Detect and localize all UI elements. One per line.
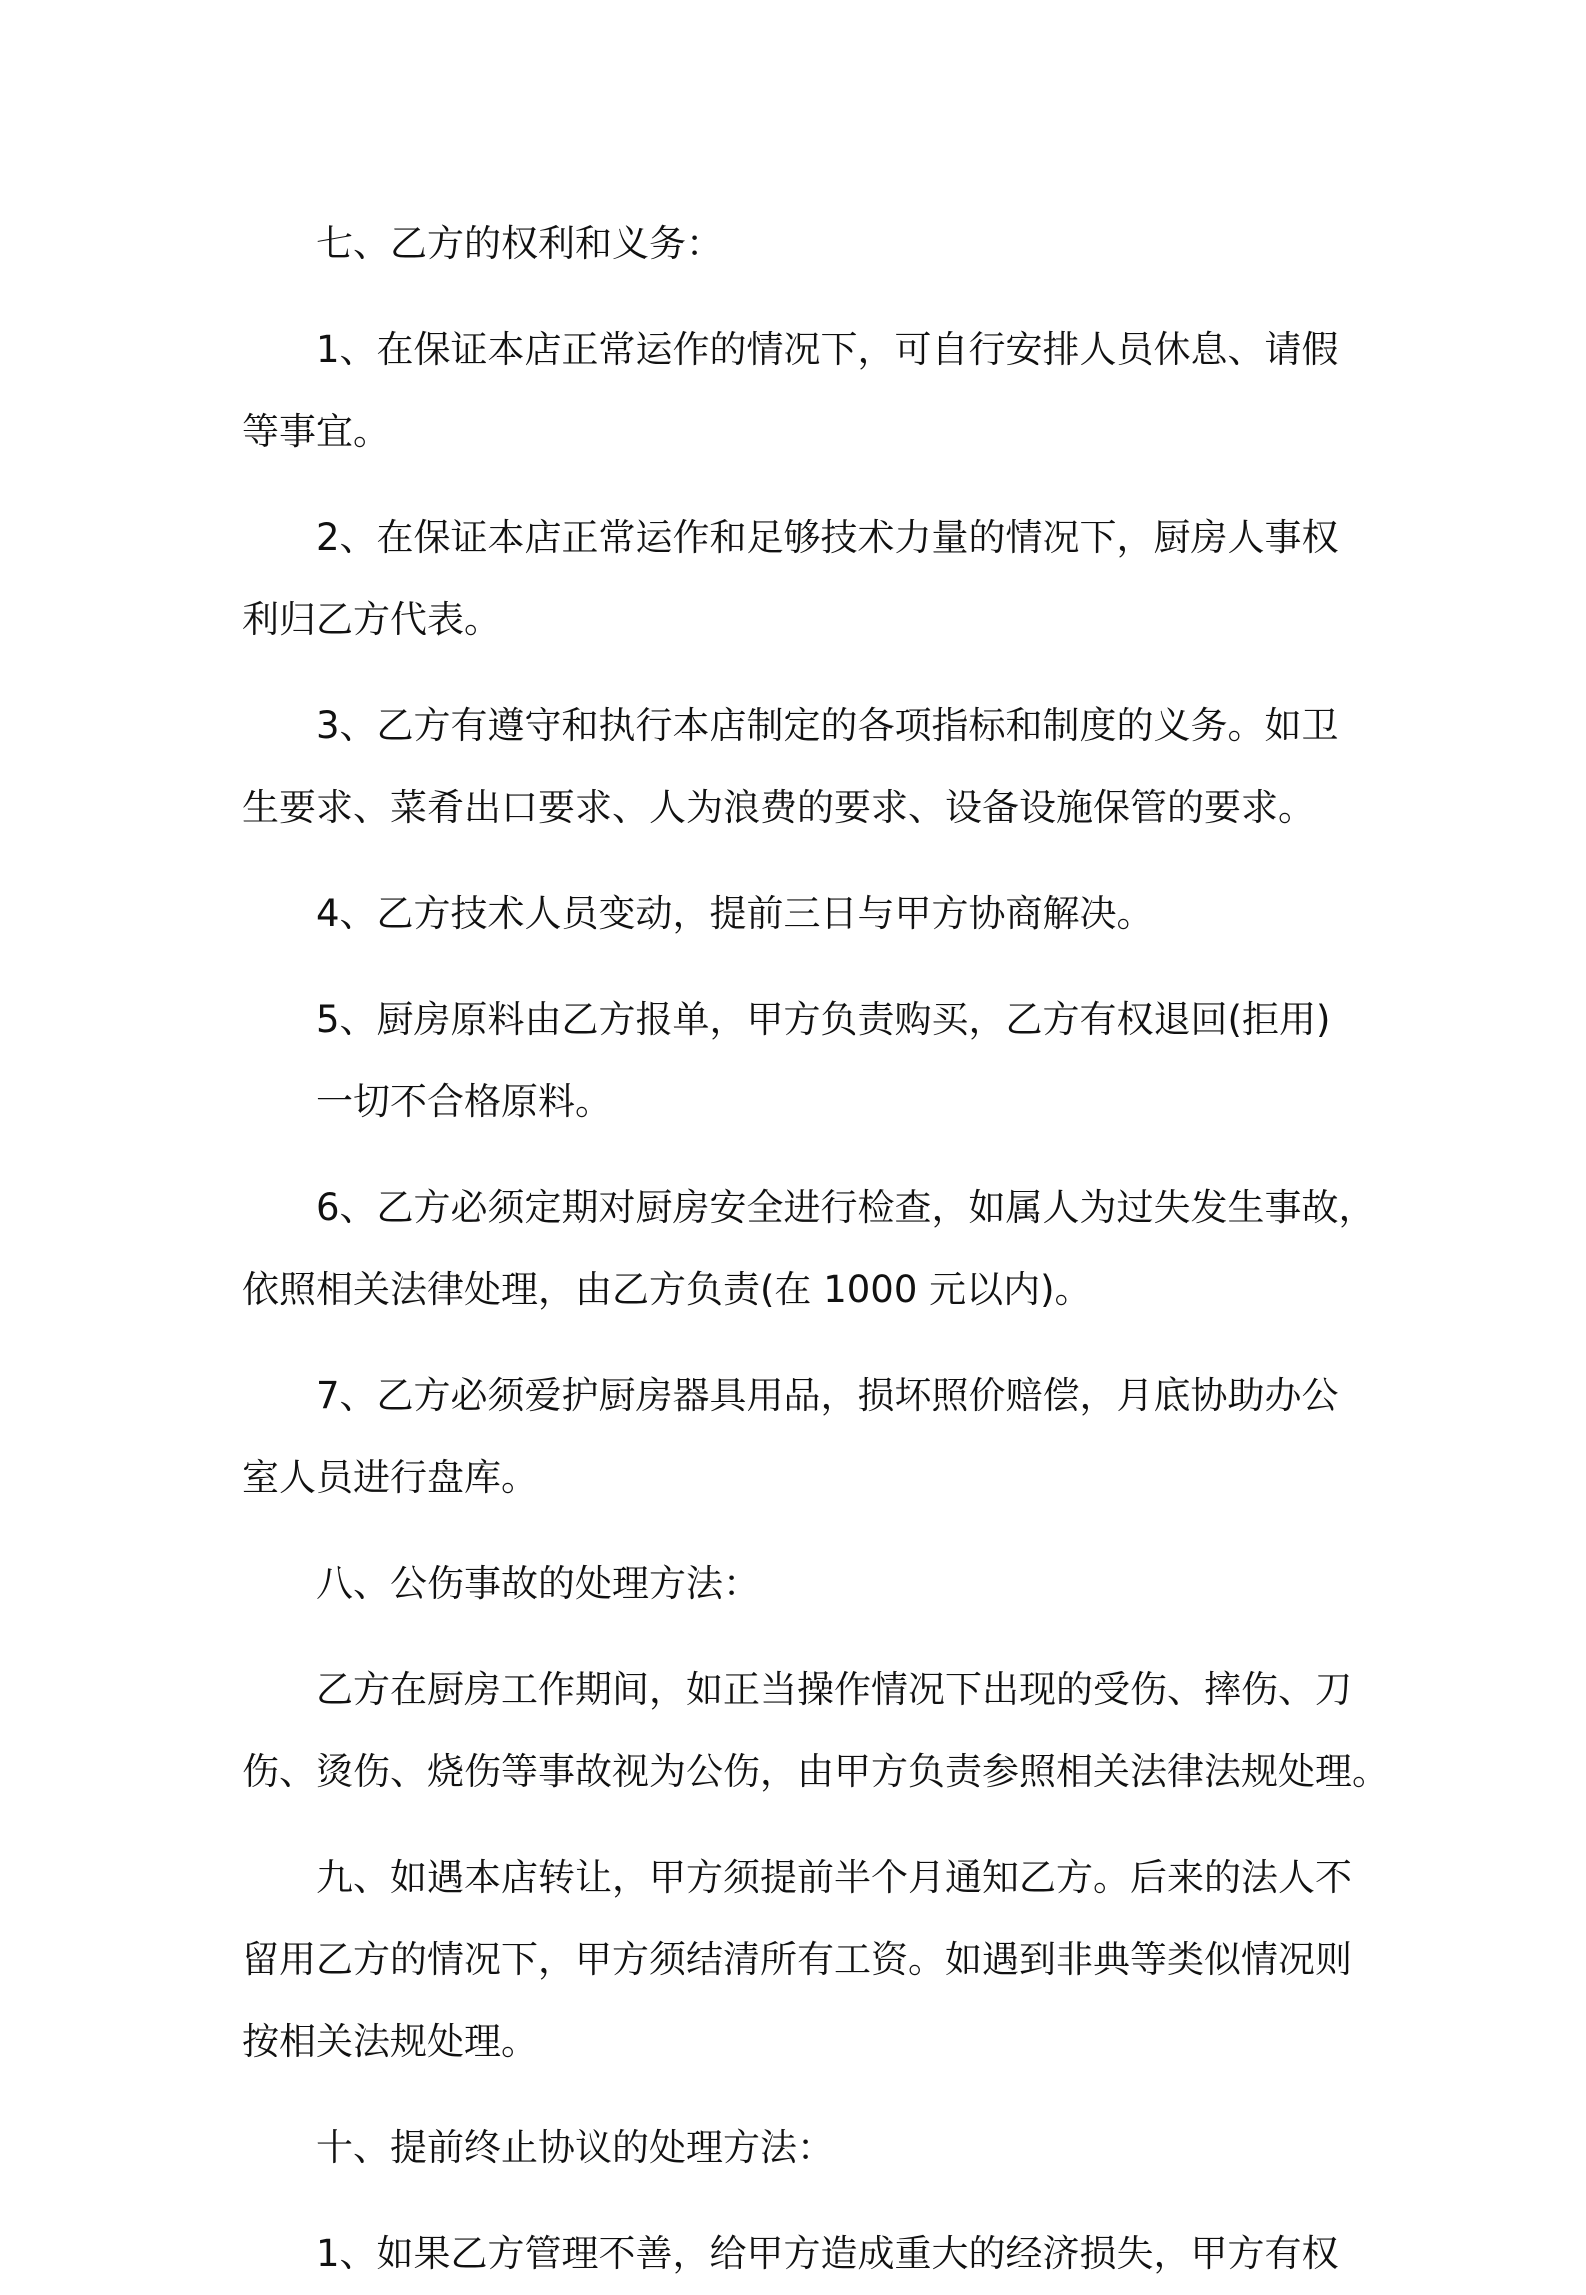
paragraph-line: 等事宜。 <box>242 410 390 453</box>
paragraph-8-body <box>242 1649 1389 1813</box>
paragraph-7-3 <box>242 685 1355 849</box>
paragraph-10-1 <box>242 2213 1355 2295</box>
section-heading-7: 七、乙方的权利和义务： <box>316 222 723 265</box>
paragraph-7-2 <box>242 497 1355 661</box>
paragraph-line: 乙方在厨房工作期间，如正当操作情况下出现的受伤、摔伤、刀 <box>316 1668 1352 1711</box>
paragraph-line: 留用乙方的情况下，甲方须结清所有工资。如遇到非典等类似情况则 <box>242 1938 1352 1981</box>
paragraph-line: 八、公伤事故的处理方法： <box>316 1562 760 1605</box>
paragraph-7-6 <box>242 1167 1376 1331</box>
paragraph-7-7 <box>242 1355 1355 1519</box>
paragraph-line: 按相关法规处理。 <box>242 2020 538 2063</box>
section-heading-10 <box>242 2107 1355 2189</box>
paragraph-line: 一切不合格原料。 <box>316 1080 612 1123</box>
paragraph-line: 1、在保证本店正常运作的情况下，可自行安排人员休息、请假 <box>316 328 1339 371</box>
paragraph-line: 5、厨房原料由乙方报单，甲方负责购买，乙方有权退回(拒用) <box>316 998 1331 1041</box>
paragraph-7-4 <box>242 873 1355 955</box>
paragraph-line: 4、乙方技术人员变动，提前三日与甲方协商解决。 <box>316 892 1154 935</box>
paragraph-line: 九、如遇本店转让，甲方须提前半个月通知乙方。后来的法人不 <box>316 1856 1352 1899</box>
paragraph-line: 室人员进行盘库。 <box>242 1456 538 1499</box>
paragraph-line: 7、乙方必须爱护厨房器具用品，损坏照价赔偿，月底协助办公 <box>316 1374 1339 1417</box>
paragraph-line: 1、如果乙方管理不善，给甲方造成重大的经济损失，甲方有权 <box>316 2232 1339 2275</box>
paragraph-line: 2、在保证本店正常运作和足够技术力量的情况下，厨房人事权 <box>316 516 1339 559</box>
paragraph-line: 十、提前终止协议的处理方法： <box>316 2126 834 2169</box>
paragraph-line: 生要求、菜肴出口要求、人为浪费的要求、设备设施保管的要求。 <box>242 786 1315 829</box>
paragraph-line: 6、乙方必须定期对厨房安全进行检查，如属人为过失发生事故， <box>316 1186 1376 1229</box>
paragraph-line: 伤、烫伤、烧伤等事故视为公伤，由甲方负责参照相关法律法规处理。 <box>242 1750 1389 1793</box>
section-9 <box>242 1837 1355 2083</box>
document-body <box>242 203 1389 2295</box>
paragraph-7-5 <box>242 979 1355 1143</box>
paragraph-line: 3、乙方有遵守和执行本店制定的各项指标和制度的义务。如卫 <box>316 704 1339 747</box>
paragraph-line: 依照相关法律处理，由乙方负责(在 1000 元以内)。 <box>242 1268 1092 1311</box>
paragraph-7-1 <box>242 309 1355 473</box>
section-heading-8 <box>242 1543 1355 1625</box>
paragraph-line: 利归乙方代表。 <box>242 598 501 641</box>
